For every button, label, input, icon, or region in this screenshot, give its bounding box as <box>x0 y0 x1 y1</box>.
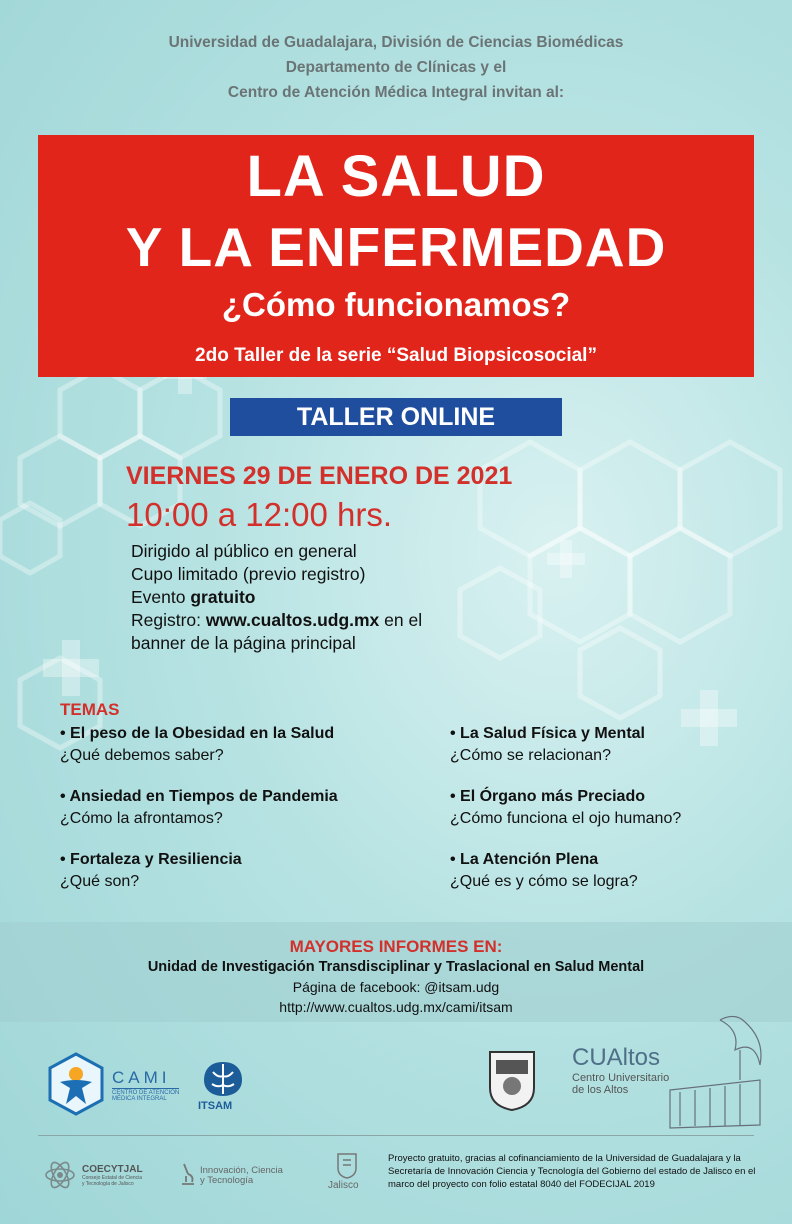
fee-prefix: Evento <box>131 587 191 607</box>
topic-title: El peso de la Obesidad en la Salud <box>70 725 335 742</box>
temas-heading: TEMAS <box>60 700 120 719</box>
organizers-header <box>0 30 792 105</box>
header-line-1: Universidad de Guadalajara, División de Ciencias Biomédicas <box>168 34 624 51</box>
cami-name: CAMI <box>112 1068 171 1087</box>
header-line-3: Centro de Atención Médica Integral invitan al: <box>227 84 565 101</box>
topic-question: ¿Qué debemos saber? <box>60 747 224 764</box>
innovacion-line-1: Innovación, Ciencia <box>200 1165 283 1176</box>
online-badge: TALLER ONLINE <box>230 398 562 436</box>
itsam-name: ITSAM <box>198 1100 233 1112</box>
jalisco-crest-icon <box>334 1150 360 1180</box>
footer-divider <box>38 1135 754 1136</box>
topic-title: La Atención Plena <box>460 851 599 868</box>
event-time: 10:00 a 12:00 hrs. <box>126 496 393 533</box>
cualtos-sub-1: Centro Universitario <box>572 1072 670 1084</box>
bullet-icon: • <box>450 851 461 868</box>
fee-bold: gratuito <box>190 587 256 607</box>
jalisco-name: Jalisco <box>328 1180 359 1191</box>
coecytjal-sub-1: Consejo Estatal de Ciencia <box>82 1175 143 1181</box>
facebook-link[interactable]: Página de facebook: @itsam.udg <box>292 979 500 995</box>
cami-sub-1: CENTRO DE ATENCIÓN <box>112 1090 180 1096</box>
cualtos-building-sketch <box>660 1010 770 1130</box>
contact-heading: MAYORES INFORMES EN: <box>289 937 503 956</box>
bullet-icon: • <box>450 725 461 742</box>
topic-item <box>60 723 334 767</box>
topic-title: El Órgano más Preciado <box>460 788 645 805</box>
topic-title: Fortaleza y Resiliencia <box>70 851 242 868</box>
topic-item <box>450 723 645 767</box>
bullet-icon: • <box>60 725 71 742</box>
cualtos-name: CUAltos <box>572 1044 661 1071</box>
cami-sub-2: MÉDICA INTEGRAL <box>112 1096 167 1102</box>
registro-line-2: banner de la página principal <box>131 633 356 653</box>
title-banner <box>38 135 754 377</box>
topic-question: ¿Qué es y cómo se logra? <box>450 873 638 890</box>
topic-title: La Salud Física y Mental <box>460 725 645 742</box>
contact-section <box>0 936 792 1017</box>
banner-subtitle: ¿Cómo funcionamos? <box>221 286 571 323</box>
event-info <box>131 540 422 655</box>
cualtos-logo <box>572 1044 669 1096</box>
innovacion-line-2: y Tecnología <box>200 1175 254 1186</box>
topic-item <box>60 786 338 830</box>
audience-text: Dirigido al público en general <box>131 541 357 561</box>
topic-item <box>450 849 638 893</box>
topic-question: ¿Cómo se relacionan? <box>450 747 611 764</box>
cami-logo-icon <box>48 1052 104 1116</box>
topic-question: ¿Cómo la afrontamos? <box>60 810 223 827</box>
coecytjal-sub-2: y Tecnología de Jalisco <box>82 1181 134 1187</box>
registro-text <box>131 609 422 632</box>
registro-prefix: Registro: <box>131 610 206 630</box>
topic-title: Ansiedad en Tiempos de Pandemia <box>69 788 338 805</box>
atom-icon <box>44 1158 76 1192</box>
topic-question: ¿Cómo funciona el ojo humano? <box>450 810 682 827</box>
title-line-2: Y LA ENFERMEDAD <box>125 216 667 278</box>
capacity-text: Cupo limitado (previo registro) <box>131 564 366 584</box>
microscope-icon <box>178 1162 196 1186</box>
bullet-icon: • <box>60 788 70 805</box>
topic-item <box>450 786 681 830</box>
coecytjal-logo <box>82 1164 143 1187</box>
event-date: VIERNES 29 DE ENERO DE 2021 <box>126 462 513 490</box>
registro-suffix: en el <box>379 610 423 630</box>
topic-item <box>60 849 242 893</box>
bullet-icon: • <box>450 788 461 805</box>
title-line-1: LA SALUD <box>246 144 546 209</box>
funding-disclaimer: Proyecto gratuito, gracias al cofinanciamiento de la Universidad de Guadalajara y la Secretaría de Innovación Ciencia y Tecnología del Gobierno del estado de Jalisco en el marco del proyecto con folio estatal 8040 del FODECIJAL 2019 <box>388 1153 756 1190</box>
topic-question: ¿Qué son? <box>60 873 140 890</box>
series-label: 2do Taller de la serie “Salud Biopsicosocial” <box>195 345 597 366</box>
cami-logo <box>112 1068 179 1102</box>
website-link[interactable]: http://www.cualtos.udg.mx/cami/itsam <box>279 999 513 1015</box>
innovacion-logo <box>200 1166 283 1186</box>
udg-shield-icon <box>486 1046 538 1112</box>
bullet-icon: • <box>60 851 71 868</box>
registro-link[interactable]: www.cualtos.udg.mx <box>205 610 380 630</box>
coecytjal-name: COECYTJAL <box>82 1164 143 1175</box>
fee-text <box>131 586 422 609</box>
contact-unit: Unidad de Investigación Transdisciplinar y Traslacional en Salud Mental <box>147 959 645 975</box>
itsam-logo-icon <box>200 1058 246 1100</box>
cualtos-sub-2: de los Altos <box>572 1084 629 1096</box>
header-line-2: Departamento de Clínicas y el <box>285 59 507 76</box>
